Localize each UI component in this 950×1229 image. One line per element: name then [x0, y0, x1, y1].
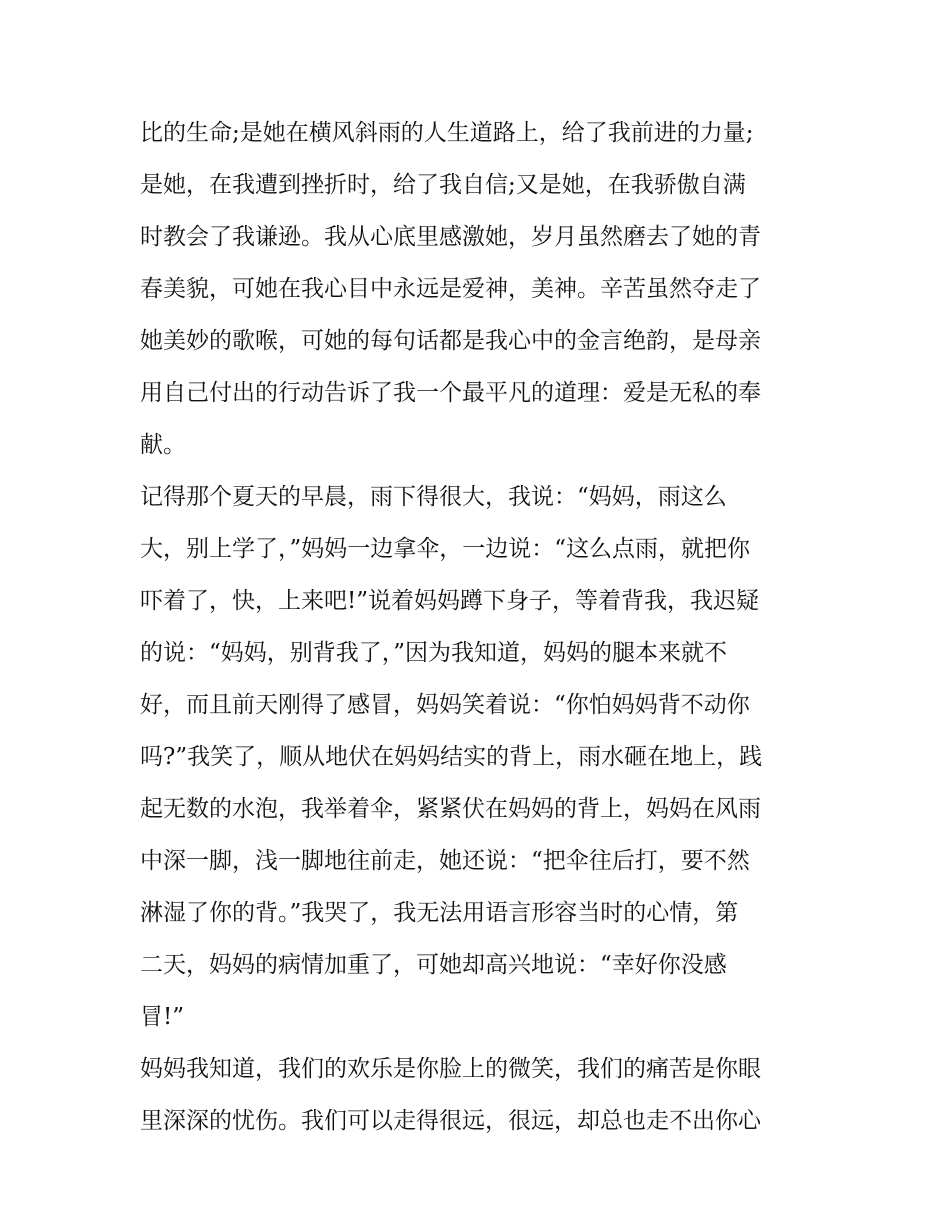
text-line: 起无数的水泡，我举着伞，紧紧伏在妈妈的背上，妈妈在风雨 — [140, 796, 761, 822]
text-line: 献。 — [140, 432, 186, 458]
text-line: 淋湿了你的背。”我哭了，我无法用语言形容当时的心情，第 — [140, 900, 739, 926]
text-line: 用自己付出的行动告诉了我一个最平凡的道理：爱是无私的奉 — [140, 380, 761, 406]
text-line: 妈妈我知道，我们的欢乐是你脸上的微笑，我们的痛苦是你眼 — [140, 1056, 761, 1082]
text-line: 比的生命;是她在横风斜雨的人生道路上，给了我前进的力量; — [140, 120, 754, 146]
text-line: 记得那个夏天的早晨，雨下得很大，我说：“妈妈，雨这么 — [140, 484, 727, 510]
text-line: 好，而且前天刚得了感冒，妈妈笑着说：“你怕妈妈背不动你 — [140, 692, 750, 718]
text-line: 吗?”我笑了，顺从地伏在妈妈结实的背上，雨水砸在地上，践 — [140, 744, 763, 770]
text-line: 里深深的忧伤。我们可以走得很远，很远，却总也走不出你心 — [140, 1108, 761, 1134]
text-line: 吓着了，快，上来吧!”说着妈妈蹲下身子，等着背我，我迟疑 — [140, 588, 760, 614]
text-line: 时教会了我谦逊。我从心底里感激她，岁月虽然磨去了她的青 — [140, 224, 761, 250]
text-line: 的说：“妈妈，别背我了，”因为我知道，妈妈的腿本来就不 — [140, 640, 728, 666]
text-line: 中深一脚，浅一脚地往前走，她还说：“把伞往后打，要不然 — [140, 848, 750, 874]
text-line: 二天，妈妈的病情加重了，可她却高兴地说：“幸好你没感 — [140, 952, 727, 978]
text-line: 春美貌，可她在我心目中永远是爱神，美神。辛苦虽然夺走了 — [140, 276, 761, 302]
text-line: 大，别上学了，”妈妈一边拿伞，一边说：“这么点雨，就把你 — [140, 536, 751, 562]
text-line: 她美妙的歌喉，可她的每句话都是我心中的金言绝韵，是母亲 — [140, 328, 761, 354]
text-line: 是她，在我遭到挫折时，给了我自信;又是她，在我骄傲自满 — [140, 172, 746, 198]
essay-text — [140, 107, 820, 1147]
text-line: 冒!” — [140, 1004, 185, 1030]
